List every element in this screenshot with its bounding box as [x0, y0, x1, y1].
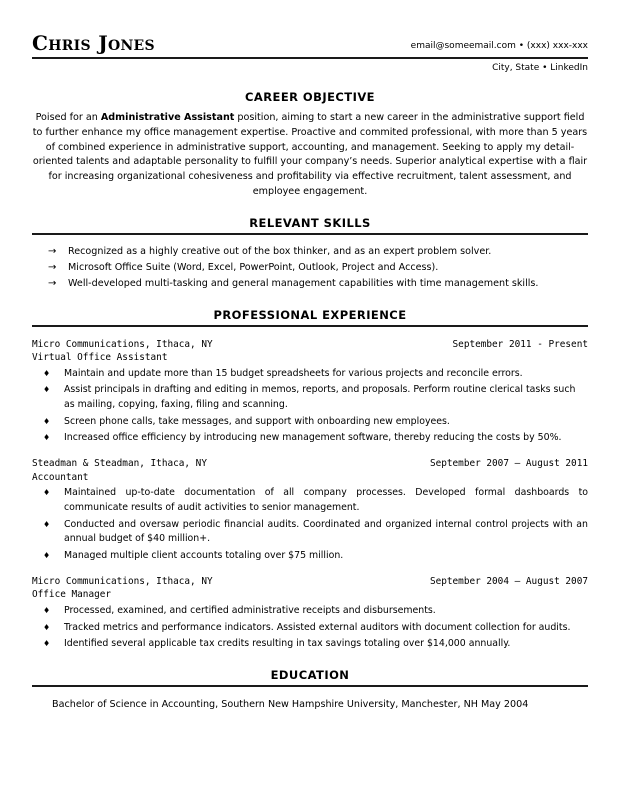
objective-bold-phrase: Administrative Assistant — [100, 111, 235, 123]
diamond-bullet-icon: ♦ — [43, 519, 51, 529]
job-title: Accountant — [32, 471, 89, 483]
contact-primary: email@someemail.com • (xxx) xxx-xxx — [410, 41, 588, 52]
bullet-text: Identified several applicable tax credits resulting in tax savings totaling over $14,000 annually. — [64, 638, 511, 650]
skill-text: Recognized as a highly creative out of the box thinker, and as an expert problem solver. — [68, 245, 492, 257]
diamond-bullet-icon: ♦ — [43, 368, 51, 378]
list-item — [32, 637, 588, 652]
education-heading: EDUCATION — [270, 668, 350, 682]
employer-name: Steadman & Steadman, Ithaca, NY — [32, 458, 207, 470]
skills-list — [32, 244, 588, 293]
experience-entry-header — [32, 338, 588, 352]
list-item — [32, 260, 588, 276]
experience-entry — [32, 457, 588, 564]
education-divider — [32, 685, 588, 687]
contact-secondary: City, State • LinkedIn — [492, 63, 588, 73]
employment-dates: September 2007 – August 2011 — [429, 458, 588, 470]
list-item — [32, 621, 588, 636]
career-objective-text — [32, 111, 588, 200]
diamond-bullet-icon: ♦ — [43, 488, 51, 498]
diamond-bullet-icon: ♦ — [43, 385, 51, 395]
relevant-skills-heading: RELEVANT SKILLS — [249, 215, 371, 230]
resume-header — [32, 33, 588, 74]
employment-dates: September 2004 – August 2007 — [429, 575, 588, 587]
bullet-text: Maintain and update more than 15 budget spreadsheets for various projects and reconcile errors. — [64, 367, 523, 379]
list-item — [32, 549, 588, 564]
list-item — [32, 367, 588, 382]
list-item — [32, 486, 588, 515]
list-item — [32, 431, 588, 446]
education-entry: Bachelor of Science in Accounting, Southern New Hampshire University, Manchester, NH May 2004 — [52, 699, 529, 710]
objective-text-lead: Poised for an — [35, 111, 101, 123]
employer-name: Micro Communications, Ithaca, NY — [32, 338, 213, 350]
relevant-skills-divider — [32, 233, 588, 235]
professional-experience-heading: PROFESSIONAL EXPERIENCE — [213, 307, 407, 322]
bullet-text: Assist principals in drafting and editing in memos, reports, and proposals. Perform routine clerical tasks such as mailing, copying, faxing, filing and scanning. — [64, 384, 576, 411]
professional-experience-section — [32, 308, 588, 652]
relevant-skills-section — [32, 216, 588, 293]
bullet-text: Processed, examined, and certified administrative receipts and disbursements. — [64, 604, 436, 616]
arrow-right-icon: → — [48, 262, 57, 274]
arrow-right-icon: → — [48, 278, 57, 290]
job-title: Office Manager — [32, 589, 112, 601]
diamond-bullet-icon: ♦ — [43, 416, 51, 426]
bullet-text: Increased office efficiency by introducing new management software, thereby reducing the costs by 50%. — [64, 432, 562, 444]
experience-bullet-list — [32, 367, 588, 446]
skill-text: Microsoft Office Suite (Word, Excel, PowerPoint, Outlook, Project and Access). — [68, 262, 439, 274]
list-item — [32, 415, 588, 430]
header-divider — [32, 57, 588, 59]
list-item — [32, 604, 588, 619]
skill-text: Well-developed multi-tasking and general management capabilities with time management skills. — [68, 278, 539, 290]
experience-entry — [32, 575, 588, 652]
bullet-text: Screen phone calls, take messages, and support with onboarding new employees. — [64, 415, 450, 427]
professional-experience-divider — [32, 325, 588, 327]
employment-dates: September 2011 - Present — [452, 338, 588, 350]
diamond-bullet-icon: ♦ — [43, 605, 51, 615]
candidate-name: Chris Jones — [32, 31, 155, 55]
list-item — [32, 518, 588, 547]
experience-entry — [32, 338, 588, 447]
list-item — [32, 383, 588, 412]
header-top-row — [32, 33, 588, 54]
objective-text-rest: position, aiming to start a new career in the administrative support field to further enhance my office management expertise. Proactive and commited professional, with more than 5 years of combined experience in administrative support, accounting, and management. Seeking to apply my detail-oriented talents and adaptable personality to fulfill your company’s needs. Superior analytical expertise with a flair for increasing organizational cohesiveness and profitability via effective recruitment, talent assessment, and employee engagement. — [32, 111, 588, 198]
education-section — [32, 668, 588, 712]
list-item — [32, 244, 588, 260]
experience-bullet-list — [32, 486, 588, 563]
experience-entry-header — [32, 575, 588, 589]
bullet-text: Managed multiple client accounts totaling over $75 million. — [64, 550, 344, 562]
bullet-text: Tracked metrics and performance indicators. Assisted external auditors with document collection for audits. — [64, 621, 571, 633]
diamond-bullet-icon: ♦ — [43, 622, 51, 632]
bullet-text: Maintained up-to-date documentation of all company processes. Developed formal dashboards to communicate results of audit activities to senior management. — [64, 487, 588, 514]
career-objective-heading: CAREER OBJECTIVE — [245, 89, 375, 104]
job-title: Virtual Office Assistant — [32, 352, 168, 364]
employer-name: Micro Communications, Ithaca, NY — [32, 575, 213, 587]
diamond-bullet-icon: ♦ — [43, 433, 51, 443]
arrow-right-icon: → — [48, 245, 57, 257]
experience-entry-header — [32, 457, 588, 471]
diamond-bullet-icon: ♦ — [43, 551, 51, 561]
list-item — [32, 276, 588, 292]
diamond-bullet-icon: ♦ — [43, 639, 51, 649]
bullet-text: Conducted and oversaw periodic financial audits. Coordinated and organized internal control projects with an annual budget of $40 million+. — [64, 518, 588, 545]
career-objective-section — [32, 90, 588, 200]
experience-bullet-list — [32, 604, 588, 652]
